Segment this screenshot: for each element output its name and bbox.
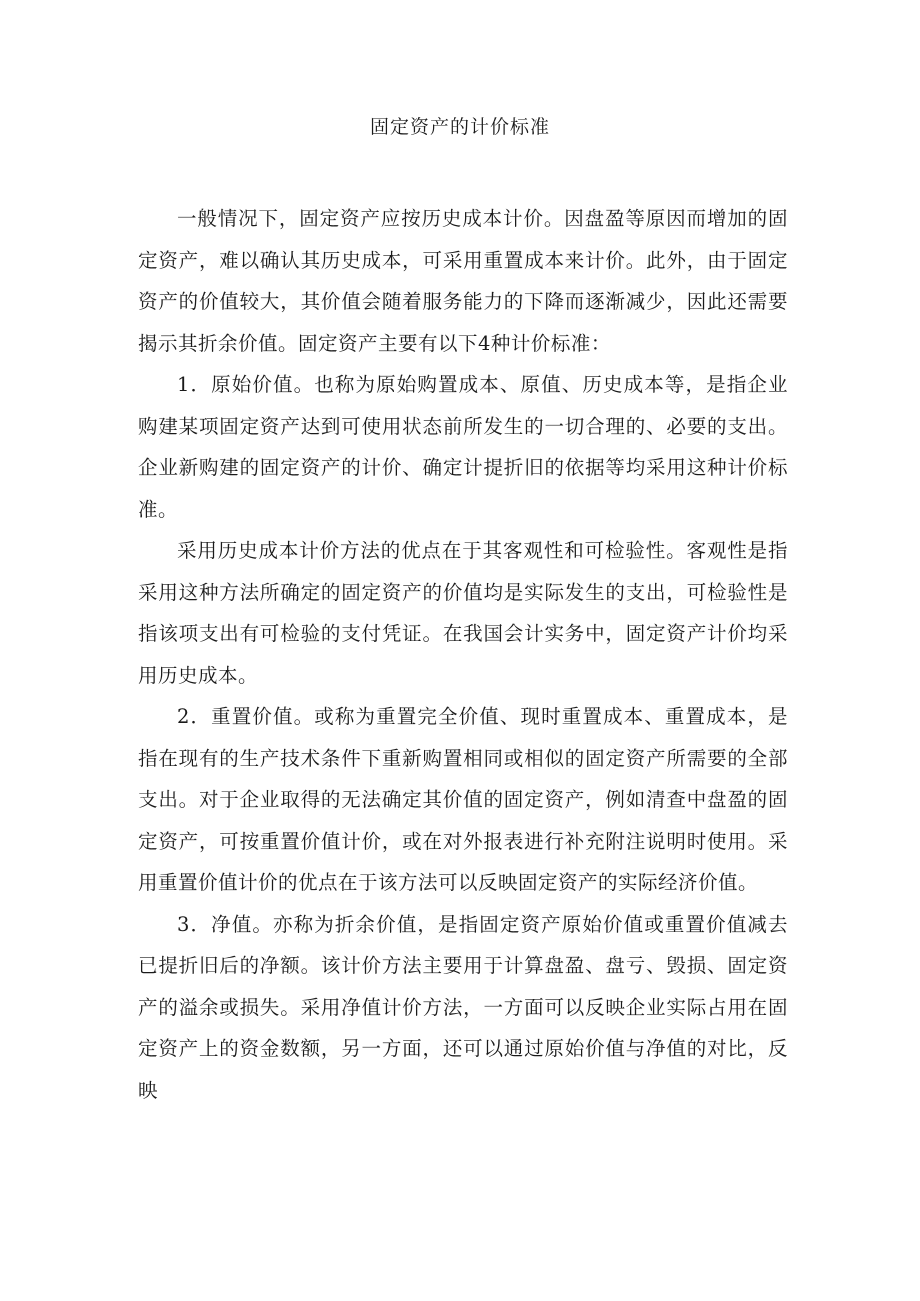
paragraph-historical-cost-advantages: 采用历史成本计价方法的优点在于其客观性和可检验性。客观性是指采用这种方法所确定的固定资产的价值均是实际发生的支出，可检验性是指该项支出有可检验的支付凭证。在我国会计实务中，固定资产计价均采用历史成本。 bbox=[138, 539, 788, 687]
paragraph-intro: 一般情况下，固定资产应按历史成本计价。因盘盈等原因而增加的固定资产，难以确认其历史成本，可采用重置成本来计价。此外，由于固定资产的价值较大，其价值会随着服务能力的下降而逐渐减少，因此还需要揭示其折余价值。固定资产主要有以下4种计价标准： bbox=[138, 207, 788, 355]
paragraph-replacement-value: 2．重置价值。或称为重置完全价值、现时重置成本、重置成本，是指在现有的生产技术条件下重新购置相同或相似的固定资产所需要的全部支出。对于企业取得的无法确定其价值的固定资产，例如清查中盘盈的固定资产，可按重置价值计价，或在对外报表进行补充附注说明时使用。采用重置价值计价的优点在于该方法可以反映固定资产的实际经济价值。 bbox=[138, 705, 788, 894]
paragraph-net-value: 3．净值。亦称为折余价值，是指固定资产原始价值或重置价值减去已提折旧后的净额。该计价方法主要用于计算盘盈、盘亏、毁损、固定资产的溢余或损失。采用净值计价方法，一方面可以反映企业实际占用在固定资产上的资金数额，另一方面，还可以通过原始价值与净值的对比，反映 bbox=[138, 912, 788, 1102]
paragraph-original-value: 1．原始价值。也称为原始购置成本、原值、历史成本等，是指企业购建某项固定资产达到可使用状态前所发生的一切合理的、必要的支出。企业新购建的固定资产的计价、确定计提折旧的依据等均采用这种计价标准。 bbox=[138, 373, 788, 521]
document-body bbox=[138, 198, 788, 1111]
document-title: 固定资产的计价标准 bbox=[369, 116, 550, 138]
